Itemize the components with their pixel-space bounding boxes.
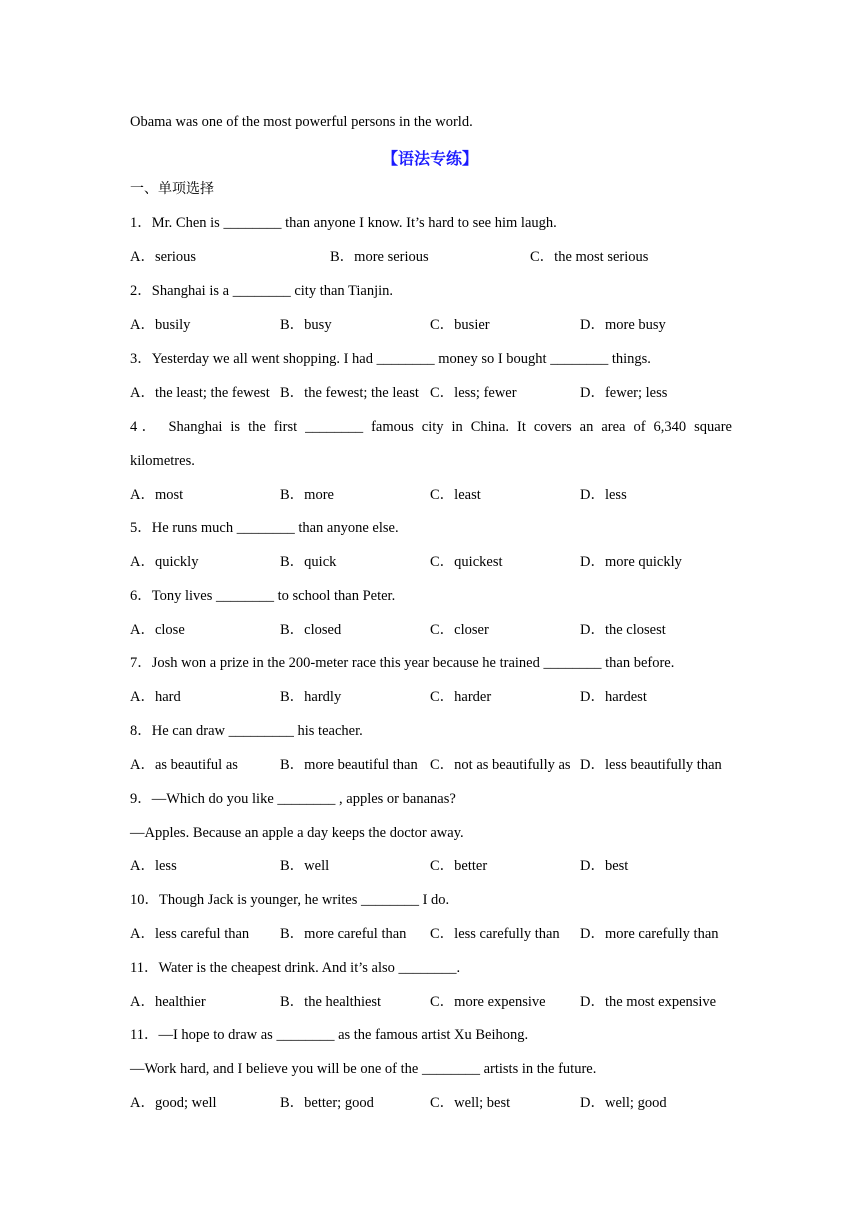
- option-b: B．the healthiest: [280, 994, 382, 1010]
- option-b: B．more serious: [330, 249, 429, 265]
- option-b: B．more beautiful than: [280, 757, 418, 773]
- option-a: A．less careful than: [130, 926, 250, 942]
- intro-sentence: Obama was one of the most powerful persons in the world.: [130, 114, 473, 130]
- option-d: D．fewer; less: [580, 385, 668, 401]
- option-a: A．less: [130, 858, 177, 874]
- option-a: A．serious: [130, 249, 197, 265]
- option-b: B．well: [280, 858, 330, 874]
- section-title: 【语法专练】: [381, 149, 478, 168]
- question-2-stem: 2．Shanghai is a ________ city than Tianjin.: [130, 283, 394, 299]
- option-d: D．more carefully than: [580, 926, 719, 942]
- option-a: A．most: [130, 487, 184, 503]
- option-d: D．well; good: [580, 1095, 667, 1111]
- question-11-stem: 11．Water is the cheapest drink. And it’s also ________.: [130, 960, 461, 976]
- option-b: B．quick: [280, 554, 337, 570]
- option-b: B．more: [280, 487, 334, 503]
- option-c: C．least: [430, 487, 481, 503]
- option-a: A．good; well: [130, 1095, 217, 1111]
- question-6-stem: 6．Tony lives ________ to school than Peter.: [130, 588, 396, 604]
- question-9-stem-line2: —Apples. Because an apple a day keeps the doctor away.: [130, 825, 464, 841]
- question-4-stem-line1: 4． Shanghai is the first ________ famous city in China. It covers an area of 6,340 square: [130, 419, 732, 435]
- option-b: B．more careful than: [280, 926, 407, 942]
- question-12-stem-line2: —Work hard, and I believe you will be one of the ________ artists in the future.: [130, 1061, 597, 1077]
- question-12-stem: 11．—I hope to draw as ________ as the famous artist Xu Beihong.: [130, 1027, 529, 1043]
- option-d: D．less: [580, 487, 627, 503]
- option-d: D．best: [580, 858, 629, 874]
- option-d: D．hardest: [580, 689, 647, 705]
- option-c: C．more expensive: [430, 994, 546, 1010]
- question-3-stem: 3．Yesterday we all went shopping. I had ________ money so I bought ________ things.: [130, 351, 651, 367]
- option-d: D．more quickly: [580, 554, 682, 570]
- question-10-stem: 10．Though Jack is younger, he writes ________ I do.: [130, 892, 450, 908]
- question-1-stem: 1．Mr. Chen is ________ than anyone I know. It’s hard to see him laugh.: [130, 215, 557, 231]
- option-c: C．better: [430, 858, 488, 874]
- option-c: C．not as beautifully as: [430, 757, 571, 773]
- option-a: A．hard: [130, 689, 181, 705]
- option-d: D．more busy: [580, 317, 666, 333]
- option-a: A．close: [130, 622, 185, 638]
- option-b: B．the fewest; the least: [280, 385, 419, 401]
- question-4-stem-line2: kilometres.: [130, 453, 195, 469]
- question-7-stem: 7．Josh won a prize in the 200-meter race this year because he trained ________ than before.: [130, 655, 675, 671]
- option-b: B．busy: [280, 317, 332, 333]
- option-b: B．better; good: [280, 1095, 374, 1111]
- section-heading: 一、单项选择: [130, 181, 214, 197]
- option-d: D．the most expensive: [580, 994, 717, 1010]
- question-9-stem: 9．—Which do you like ________ , apples or bananas?: [130, 791, 456, 807]
- option-c: C．quickest: [430, 554, 503, 570]
- option-a: A．busily: [130, 317, 191, 333]
- option-c: C．less; fewer: [430, 385, 517, 401]
- question-8-stem: 8．He can draw _________ his teacher.: [130, 723, 363, 739]
- option-d: D．the closest: [580, 622, 666, 638]
- option-a: A．healthier: [130, 994, 206, 1010]
- option-a: A．quickly: [130, 554, 199, 570]
- option-a: A．the least; the fewest: [130, 385, 270, 401]
- option-c: C．busier: [430, 317, 490, 333]
- option-c: C．harder: [430, 689, 492, 705]
- option-c: C．well; best: [430, 1095, 511, 1111]
- option-b: B．closed: [280, 622, 342, 638]
- option-c: C．closer: [430, 622, 489, 638]
- option-c: C．less carefully than: [430, 926, 560, 942]
- option-d: D．less beautifully than: [580, 757, 722, 773]
- option-b: B．hardly: [280, 689, 342, 705]
- option-c: C．the most serious: [530, 249, 649, 265]
- option-a: A．as beautiful as: [130, 757, 238, 773]
- question-5-stem: 5．He runs much ________ than anyone else.: [130, 520, 399, 536]
